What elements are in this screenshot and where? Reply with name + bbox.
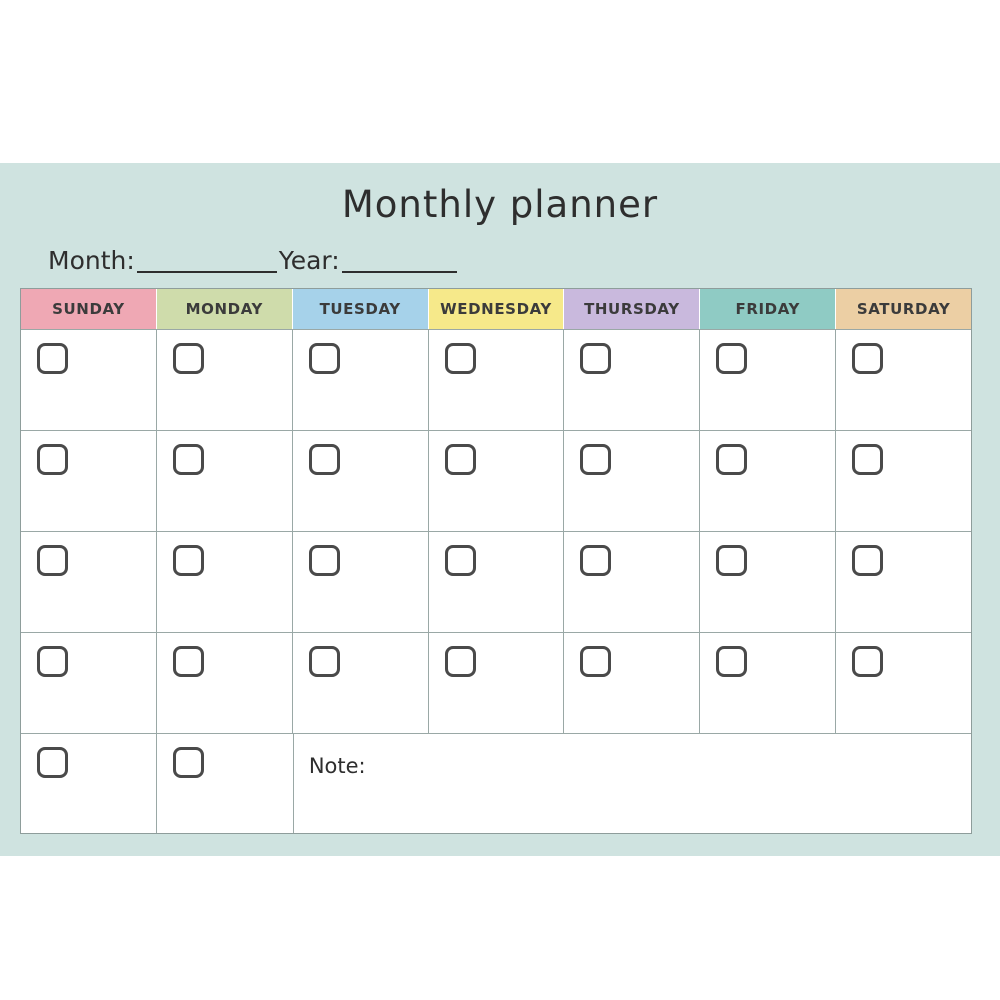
weekday-header-monday: MONDAY	[157, 289, 293, 329]
day-cell[interactable]	[700, 532, 836, 632]
day-cell[interactable]	[21, 633, 157, 733]
month-label: Month:	[48, 246, 135, 275]
checkbox-icon[interactable]	[37, 747, 68, 778]
week-row	[21, 632, 971, 733]
note-label: Note:	[308, 754, 366, 778]
day-cell[interactable]	[564, 633, 700, 733]
checkbox-icon[interactable]	[445, 646, 476, 677]
day-cell[interactable]	[293, 633, 429, 733]
day-cell[interactable]	[21, 330, 157, 430]
checkbox-icon[interactable]	[173, 343, 204, 374]
day-cell[interactable]	[157, 734, 293, 833]
checkbox-icon[interactable]	[309, 343, 340, 374]
checkbox-icon[interactable]	[173, 646, 204, 677]
checkbox-icon[interactable]	[445, 343, 476, 374]
week-row	[21, 430, 971, 531]
week-row	[21, 329, 971, 430]
day-cell[interactable]	[293, 330, 429, 430]
month-input[interactable]	[137, 249, 277, 273]
checkbox-icon[interactable]	[716, 444, 747, 475]
weekday-header-friday: FRIDAY	[700, 289, 836, 329]
checkbox-icon[interactable]	[852, 545, 883, 576]
note-area[interactable]	[294, 734, 971, 833]
day-cell[interactable]	[700, 330, 836, 430]
checkbox-icon[interactable]	[852, 646, 883, 677]
checkbox-icon[interactable]	[173, 444, 204, 475]
checkbox-icon[interactable]	[445, 545, 476, 576]
planner-board	[0, 163, 1000, 856]
checkbox-icon[interactable]	[309, 646, 340, 677]
day-cell[interactable]	[836, 532, 971, 632]
calendar-grid	[20, 288, 972, 834]
page-title: Monthly planner	[341, 183, 659, 226]
day-cell[interactable]	[21, 734, 157, 833]
checkbox-icon[interactable]	[716, 646, 747, 677]
weekday-header-thursday: THURSDAY	[564, 289, 700, 329]
checkbox-icon[interactable]	[852, 444, 883, 475]
day-cell[interactable]	[293, 532, 429, 632]
checkbox-icon[interactable]	[445, 444, 476, 475]
day-cell[interactable]	[700, 633, 836, 733]
day-cell[interactable]	[157, 330, 293, 430]
checkbox-icon[interactable]	[173, 545, 204, 576]
year-input[interactable]	[342, 249, 457, 273]
day-cell[interactable]	[157, 633, 293, 733]
day-cell[interactable]	[564, 431, 700, 531]
checkbox-icon[interactable]	[580, 444, 611, 475]
day-cell[interactable]	[157, 532, 293, 632]
checkbox-icon[interactable]	[309, 545, 340, 576]
weekday-header-saturday: SATURDAY	[836, 289, 971, 329]
checkbox-icon[interactable]	[852, 343, 883, 374]
day-cell[interactable]	[836, 431, 971, 531]
checkbox-icon[interactable]	[580, 343, 611, 374]
weekday-header-tuesday: TUESDAY	[293, 289, 429, 329]
weekday-header-wednesday: WEDNESDAY	[429, 289, 565, 329]
day-cell[interactable]	[21, 532, 157, 632]
checkbox-icon[interactable]	[37, 444, 68, 475]
checkbox-icon[interactable]	[37, 343, 68, 374]
day-cell[interactable]	[157, 431, 293, 531]
day-cell[interactable]	[21, 431, 157, 531]
checkbox-icon[interactable]	[716, 343, 747, 374]
day-cell[interactable]	[429, 330, 565, 430]
week-row	[21, 531, 971, 632]
checkbox-icon[interactable]	[37, 545, 68, 576]
weekday-header-sunday: SUNDAY	[21, 289, 157, 329]
checkbox-icon[interactable]	[580, 545, 611, 576]
day-cell[interactable]	[293, 431, 429, 531]
year-label: Year:	[278, 246, 340, 275]
day-cell[interactable]	[564, 532, 700, 632]
day-cell[interactable]	[836, 330, 971, 430]
last-week-row	[21, 733, 971, 833]
checkbox-icon[interactable]	[716, 545, 747, 576]
checkbox-icon[interactable]	[37, 646, 68, 677]
day-cell[interactable]	[429, 633, 565, 733]
checkbox-icon[interactable]	[309, 444, 340, 475]
day-cell[interactable]	[429, 431, 565, 531]
day-cell[interactable]	[836, 633, 971, 733]
day-cell[interactable]	[429, 532, 565, 632]
day-cell[interactable]	[564, 330, 700, 430]
checkbox-icon[interactable]	[580, 646, 611, 677]
checkbox-icon[interactable]	[173, 747, 204, 778]
month-year-row	[48, 245, 568, 275]
day-cell[interactable]	[700, 431, 836, 531]
weekday-header-row	[21, 289, 971, 329]
